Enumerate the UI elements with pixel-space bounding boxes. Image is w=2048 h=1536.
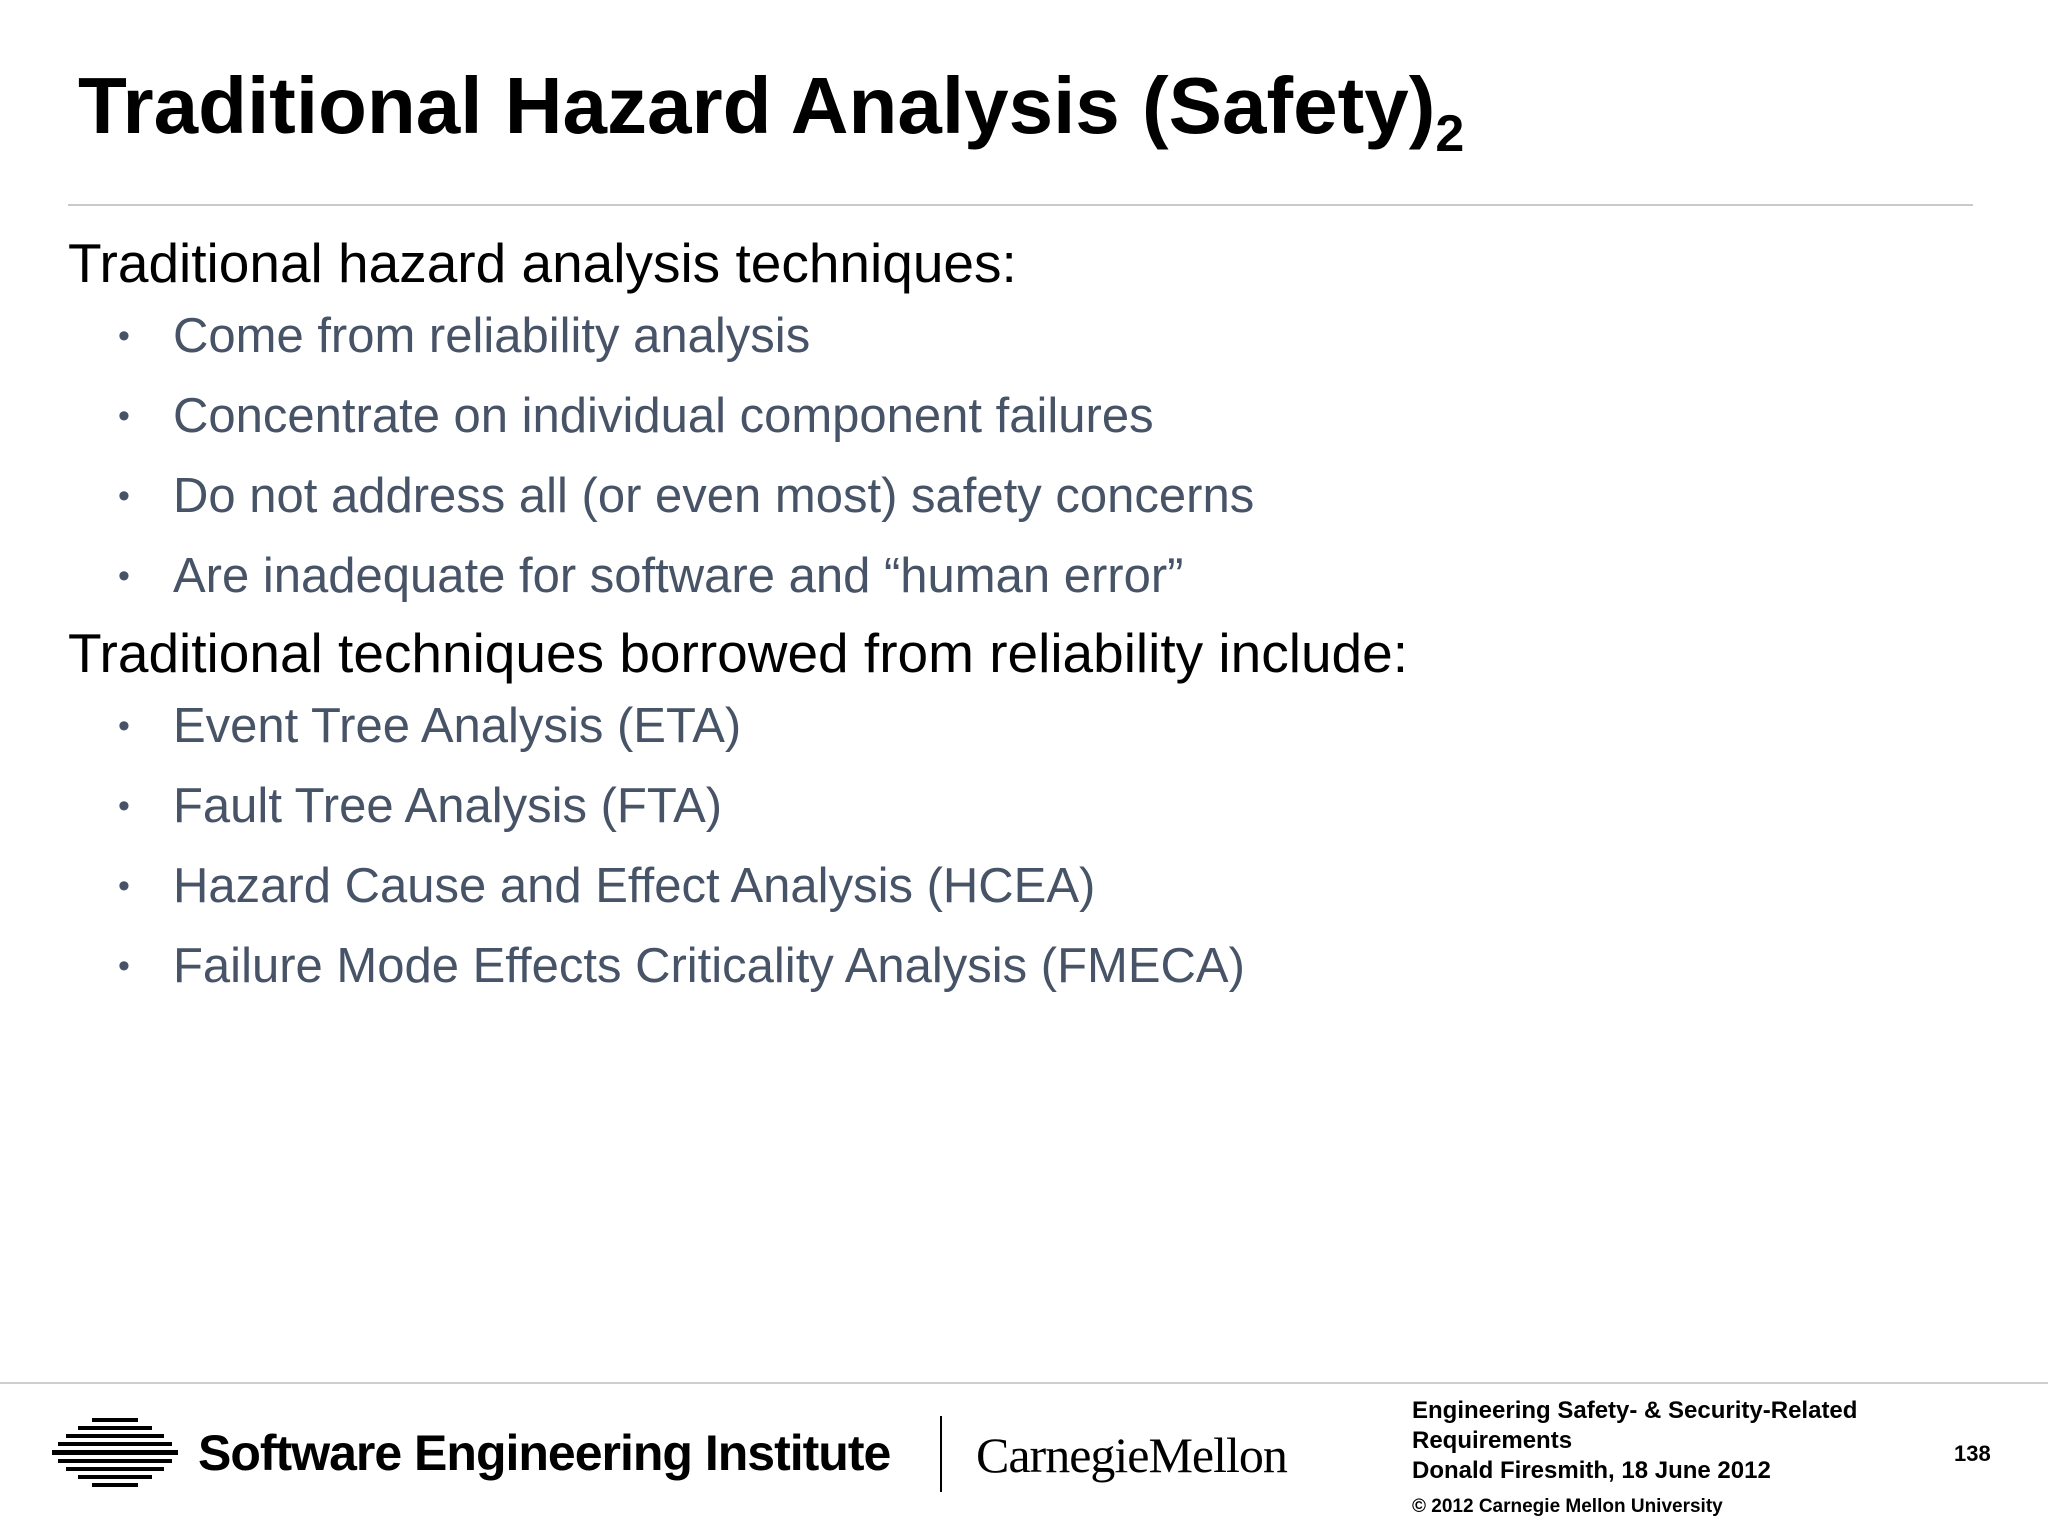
institute-name: Software Engineering Institute: [198, 1425, 891, 1481]
bullet-text: Hazard Cause and Effect Analysis (HCEA): [173, 859, 1096, 913]
footer-separator: [940, 1416, 942, 1492]
section-heading: Traditional hazard analysis techniques:: [68, 232, 1017, 294]
footer-info-line: Requirements: [1412, 1427, 1573, 1454]
bullet-text: Do not address all (or even most) safety concerns: [173, 469, 1255, 523]
page-number: 138: [1954, 1441, 1991, 1466]
bullet-icon: •: [118, 397, 130, 435]
bullet-icon: •: [118, 707, 130, 745]
bullet-list: [68, 308, 1948, 604]
bullet-item: [68, 468, 1948, 524]
bullet-text: Event Tree Analysis (ETA): [173, 699, 742, 753]
bullet-item: [68, 938, 1948, 994]
bullet-icon: •: [118, 787, 130, 825]
bullet-icon: •: [118, 947, 130, 985]
bullet-text: Concentrate on individual component failures: [173, 389, 1154, 443]
copyright: © 2012 Carnegie Mellon University: [1412, 1496, 1723, 1517]
sei-logo-icon: [52, 1416, 178, 1492]
bullet-icon: •: [118, 477, 130, 515]
slide-title: [78, 62, 1464, 163]
bullet-text: Fault Tree Analysis (FTA): [173, 779, 723, 833]
title-divider: [68, 204, 1973, 206]
bullet-item: [68, 858, 1948, 914]
bullet-text: Come from reliability analysis: [173, 309, 811, 363]
bullet-text: Failure Mode Effects Criticality Analysis (FMECA): [173, 939, 1245, 993]
bullet-icon: •: [118, 557, 130, 595]
footer-info: [1412, 1396, 1932, 1486]
bullet-icon: •: [118, 867, 130, 905]
section-heading: Traditional techniques borrowed from reliability include:: [68, 622, 1409, 684]
bullet-text: Are inadequate for software and “human error”: [173, 549, 1184, 603]
bullet-icon: •: [118, 317, 130, 355]
slide-title-text: Traditional Hazard Analysis (Safety): [78, 61, 1436, 150]
footer-info-line: Donald Firesmith, 18 June 2012: [1412, 1457, 1771, 1484]
bullet-list: [68, 698, 1948, 994]
slide-title-subscript: 2: [1435, 105, 1465, 163]
bullet-item: [68, 308, 1948, 364]
bullet-item: [68, 388, 1948, 444]
footer-info-line: Engineering Safety- & Security-Related: [1412, 1397, 1858, 1424]
university-name: CarnegieMellon: [976, 1427, 1287, 1483]
bullet-item: [68, 778, 1948, 834]
footer-divider: [0, 1382, 2048, 1384]
bullet-item: [68, 698, 1948, 754]
slide-content: [68, 232, 1948, 1012]
bullet-item: [68, 548, 1948, 604]
